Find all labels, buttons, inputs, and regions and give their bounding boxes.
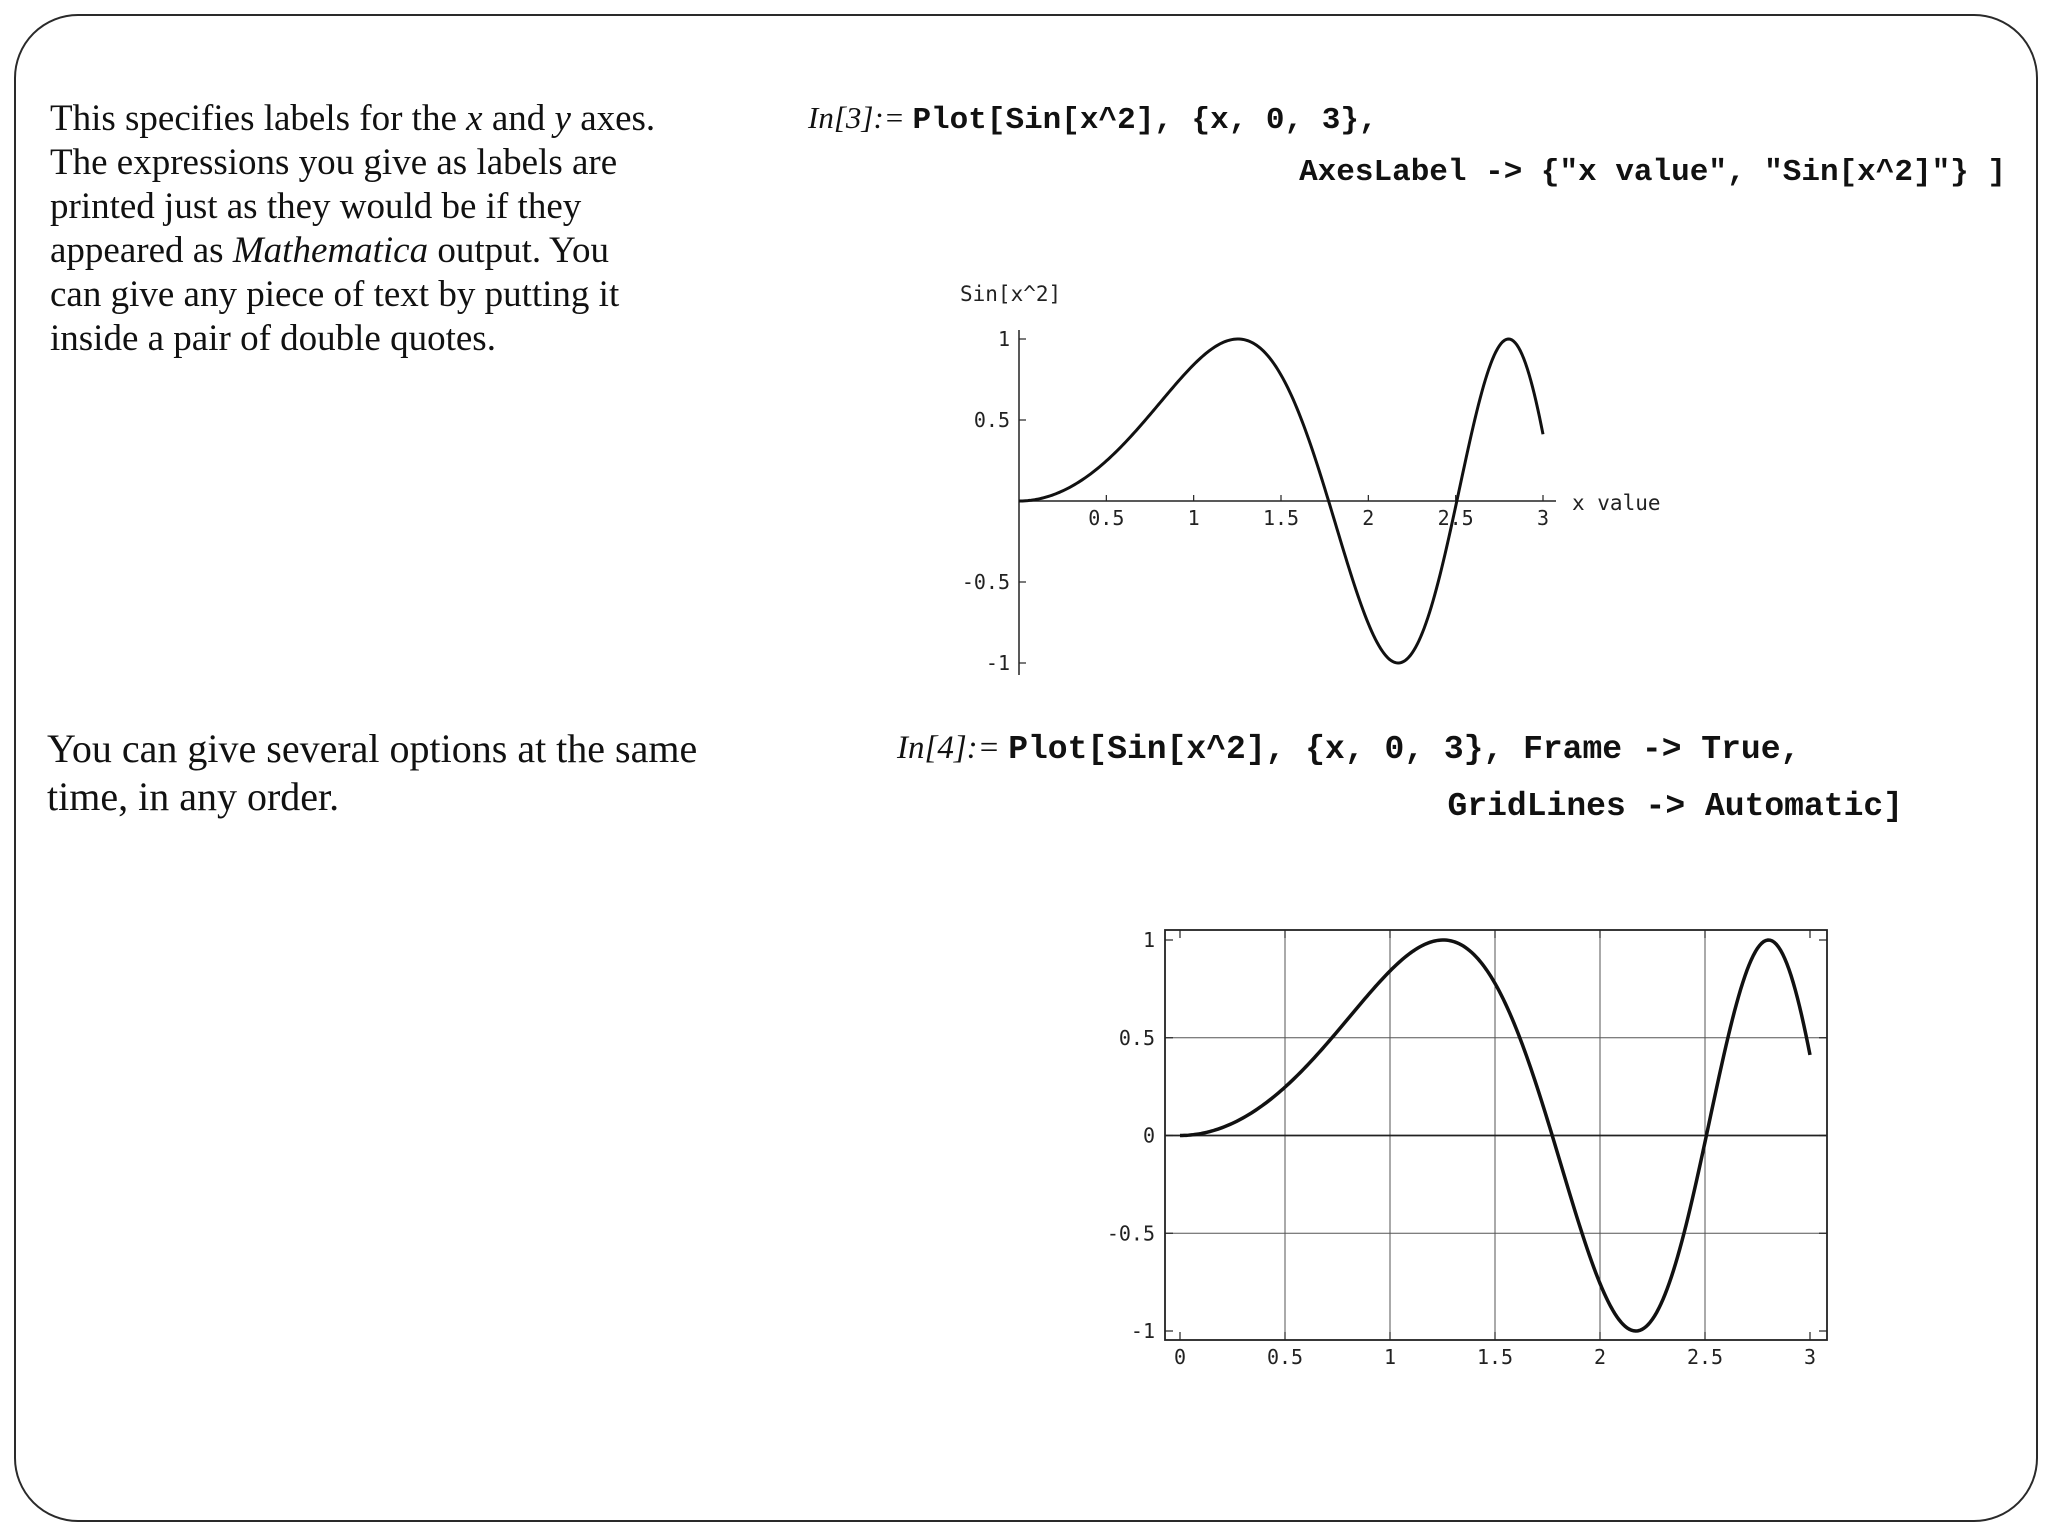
x-tick-label: 2.5 bbox=[1437, 506, 1474, 530]
input-cell-4-line2: GridLines -> Automatic] bbox=[1447, 788, 1903, 825]
y-tick-label: -0.5 bbox=[961, 570, 1010, 594]
y-tick-label: 0.5 bbox=[973, 408, 1010, 432]
y-tick-label: 1 bbox=[1142, 928, 1155, 952]
x-tick-label: 1.5 bbox=[1476, 1345, 1514, 1369]
y-tick-label: 0.5 bbox=[1118, 1025, 1155, 1050]
y-tick-label: 1 bbox=[997, 327, 1010, 351]
input-code: Plot[Sin[x^2], {x, 0, 3}, bbox=[912, 103, 1378, 138]
y-tick-label: -0.5 bbox=[1106, 1221, 1155, 1246]
input-cell-3-line2: AxesLabel -> {"x value", "Sin[x^2]"} ] bbox=[1299, 155, 2006, 190]
text-line: appeared as Mathematica output. You bbox=[50, 230, 610, 271]
text-line: You can give several options at the same bbox=[47, 726, 698, 771]
input-prompt: In[4]:= bbox=[897, 730, 1009, 766]
x-tick-label: 1 bbox=[1187, 506, 1200, 530]
y-tick-label: 0 bbox=[1142, 1123, 1155, 1148]
text-line: printed just as they would be if they bbox=[50, 186, 582, 227]
x-axis-label: x value bbox=[1572, 491, 1661, 515]
y-axis-label: Sin[x^2] bbox=[960, 282, 1062, 306]
text-line: inside a pair of double quotes. bbox=[50, 318, 496, 359]
y-tick-label: -1 bbox=[985, 651, 1010, 675]
x-tick-label: 0.5 bbox=[1266, 1345, 1304, 1369]
x-tick-label: 2 bbox=[1593, 1345, 1607, 1369]
input-code: Plot[Sin[x^2], {x, 0, 3}, Frame -> True, bbox=[1008, 731, 1801, 768]
text-line: This specifies labels for the x and y axes. bbox=[50, 98, 656, 139]
x-tick-label: 3 bbox=[1803, 1345, 1817, 1369]
x-tick-label: 1.5 bbox=[1262, 506, 1300, 530]
x-tick-label: 2 bbox=[1362, 506, 1375, 530]
text-line: can give any piece of text by putting it bbox=[50, 274, 620, 315]
y-tick-label: -1 bbox=[1130, 1319, 1155, 1343]
x-tick-label: 1 bbox=[1383, 1345, 1397, 1369]
x-tick-label: 3 bbox=[1536, 506, 1550, 530]
x-tick-label: 2.5 bbox=[1686, 1345, 1724, 1369]
input-prompt: In[3]:= bbox=[808, 100, 913, 135]
x-tick-label: 0.5 bbox=[1088, 506, 1125, 530]
text-line: time, in any order. bbox=[47, 774, 340, 819]
text-line: The expressions you give as labels are bbox=[50, 142, 618, 183]
x-tick-label: 0 bbox=[1173, 1345, 1187, 1369]
